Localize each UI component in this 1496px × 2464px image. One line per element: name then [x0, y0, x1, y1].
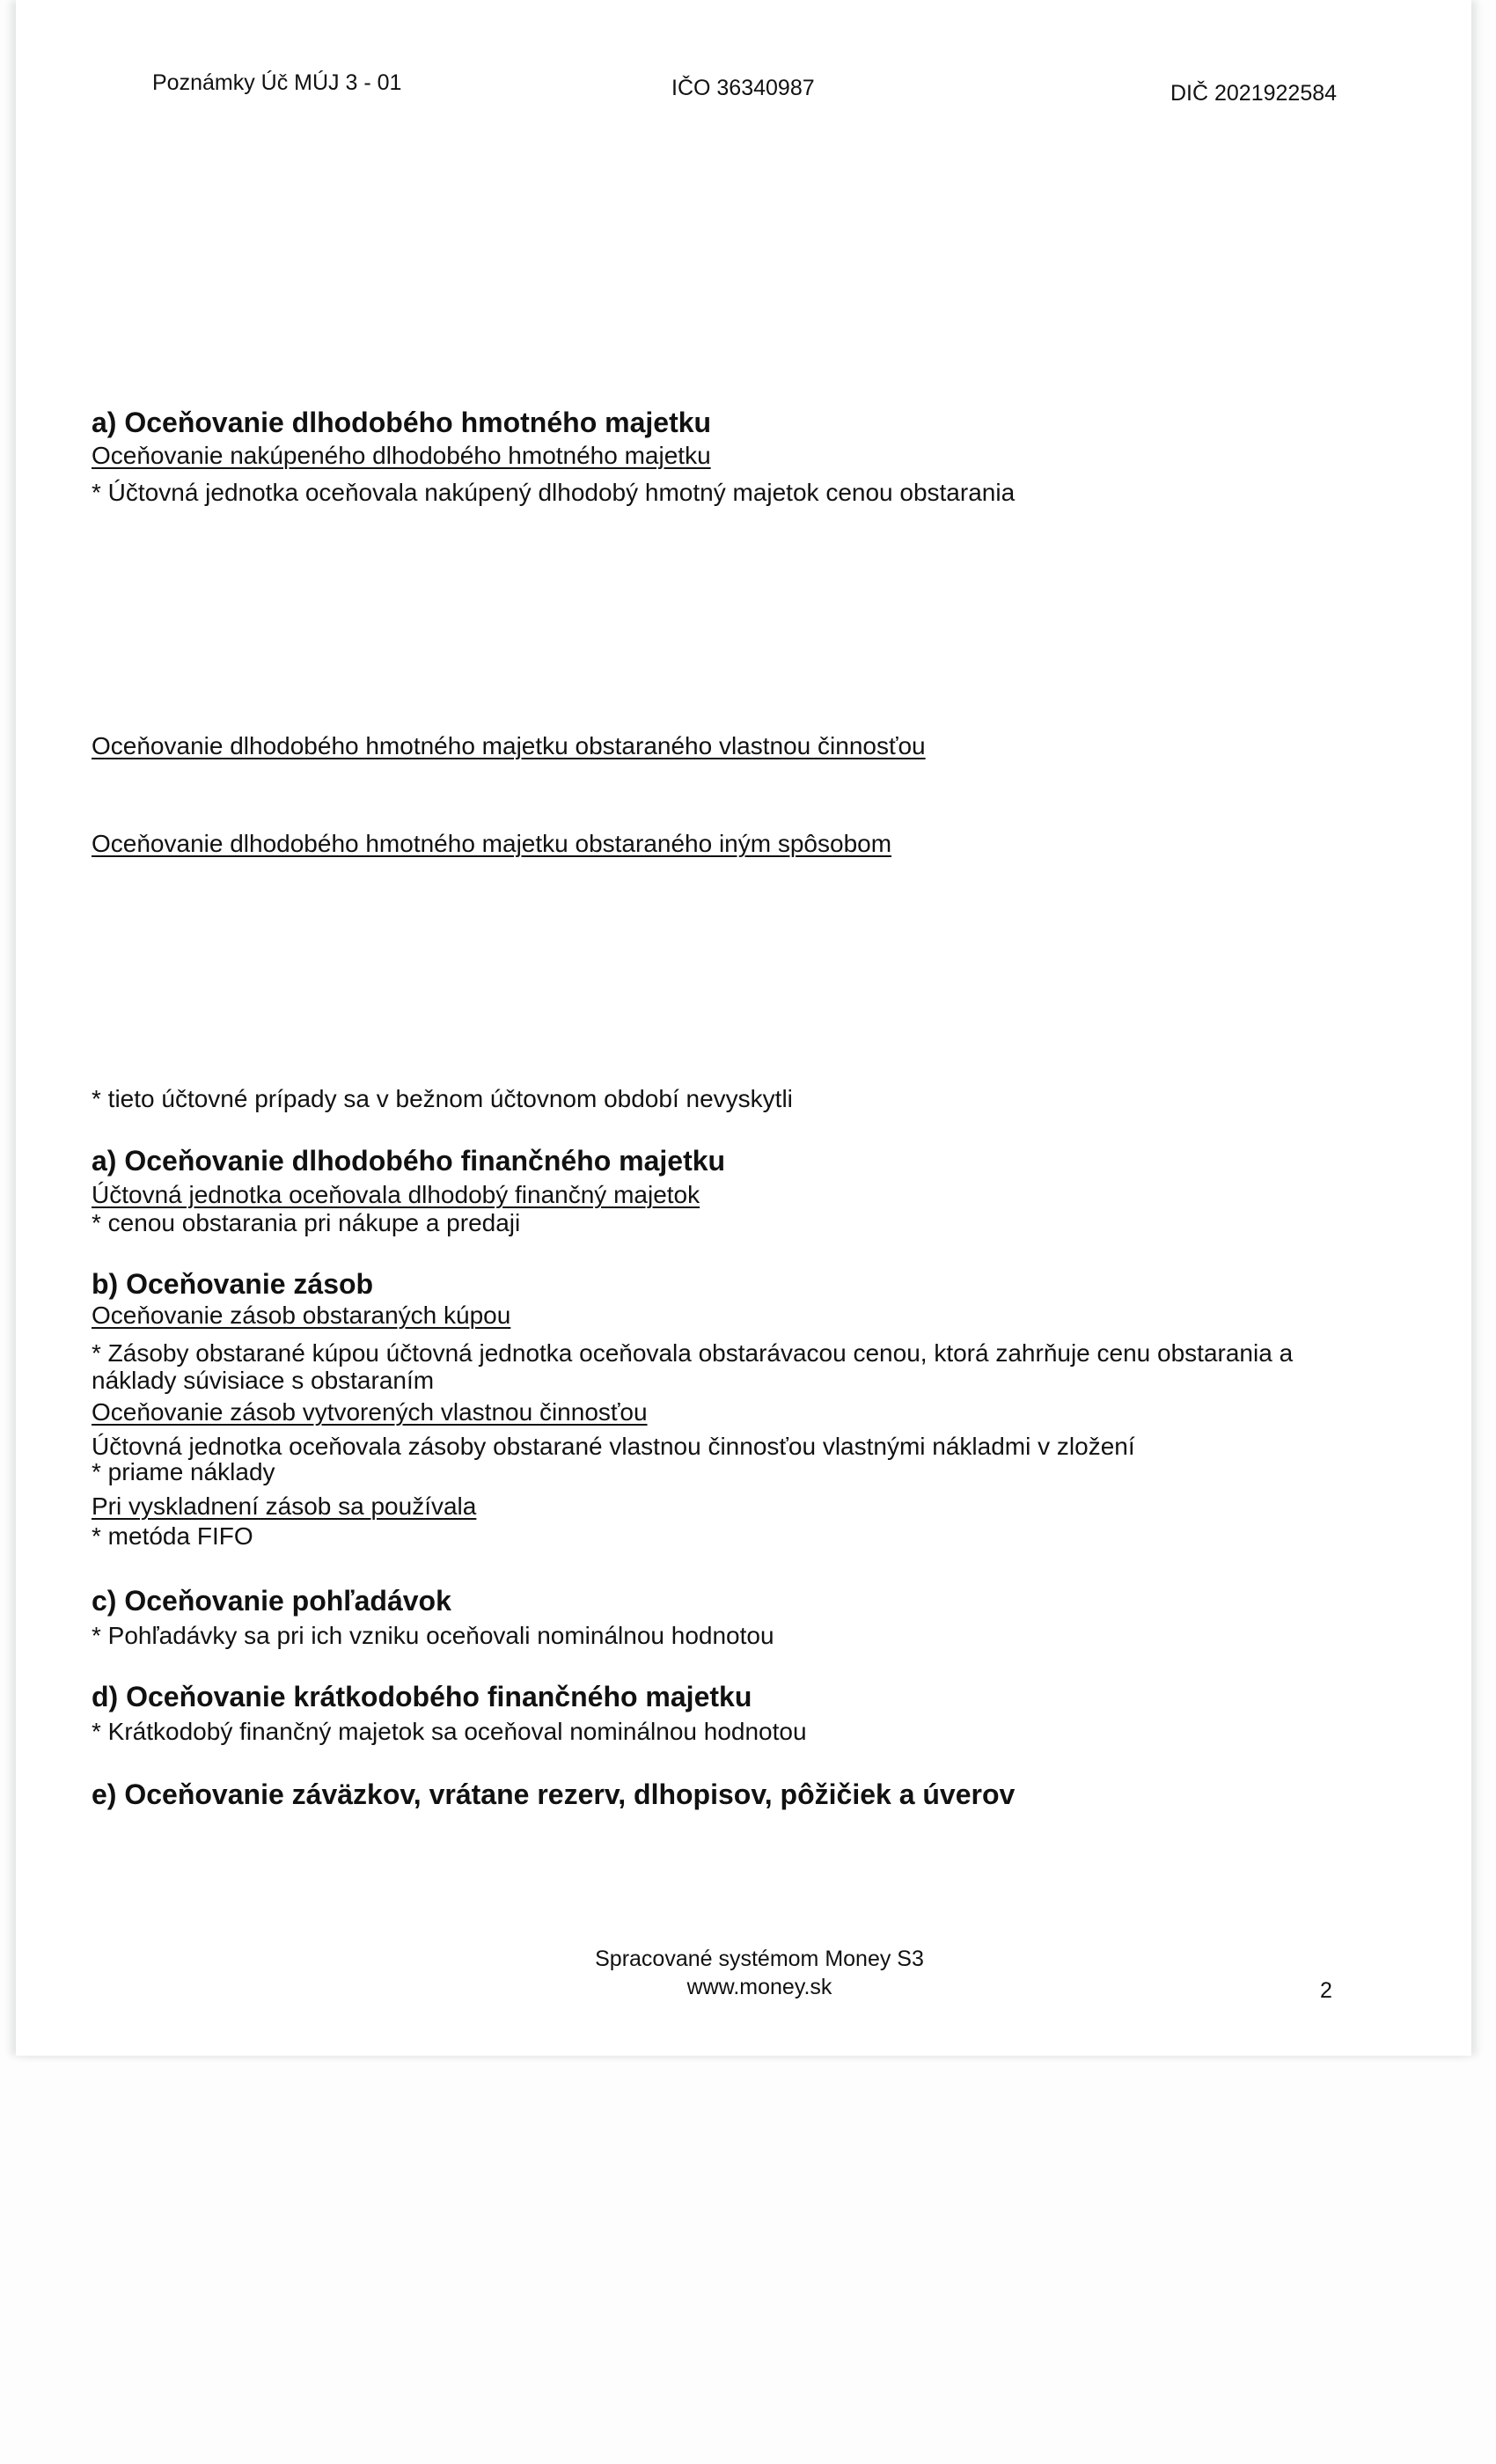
body-text: Účtovná jednotka oceňovala zásoby obstarané vlastnou činnosťou vlastnými nákladmi v zložení: [92, 1433, 1135, 1460]
subheading: Oceňovanie zásob obstaraných kúpou: [92, 1302, 511, 1329]
footer-website: www.money.sk: [686, 1975, 832, 1999]
section-heading: a) Oceňovanie dlhodobého hmotného majetku: [92, 407, 712, 438]
body-text: * cenou obstarania pri nákupe a predaji: [92, 1209, 521, 1236]
body-text: * Pohľadávky sa pri ich vzniku oceňovali nominálnou hodnotou: [92, 1622, 774, 1649]
subheading: Oceňovanie zásob vytvorených vlastnou činnosťou: [92, 1398, 648, 1426]
section-heading: e) Oceňovanie záväzkov, vrátane rezerv, dlhopisov, pôžičiek a úverov: [92, 1778, 1016, 1810]
page-number: 2: [1320, 1978, 1332, 2003]
section-heading: a) Oceňovanie dlhodobého finančného majetku: [92, 1145, 726, 1177]
header-dic: DIČ 2021922584: [1170, 81, 1338, 106]
section-heading: c) Oceňovanie pohľadávok: [92, 1585, 451, 1617]
section-heading: d) Oceňovanie krátkodobého finančného majetku: [92, 1681, 752, 1712]
body-text: * Zásoby obstarané kúpou účtovná jednotka oceňovala obstarávacou cenou, ktorá zahrňuje cenu obstarania a: [92, 1339, 1294, 1367]
document-page: [16, 0, 1471, 2056]
body-text: * metóda FIFO: [92, 1522, 253, 1550]
subheading: Oceňovanie nakúpeného dlhodobého hmotného majetku: [92, 442, 711, 469]
subheading: Oceňovanie dlhodobého hmotného majetku obstaraného vlastnou činnosťou: [92, 732, 926, 759]
header-ico: IČO 36340987: [671, 76, 815, 100]
header-document-title: Poznámky Úč MÚJ 3 - 01: [152, 70, 402, 95]
body-text: * Účtovná jednotka oceňovala nakúpený dlhodobý hmotný majetok cenou obstarania: [92, 479, 1016, 506]
body-text: * tieto účtovné prípady sa v bežnom účtovnom období nevyskytli: [92, 1085, 793, 1112]
subheading: Pri vyskladnení zásob sa používala: [92, 1492, 477, 1520]
section-heading: b) Oceňovanie zásob: [92, 1268, 374, 1300]
subheading: Oceňovanie dlhodobého hmotného majetku obstaraného iným spôsobom: [92, 830, 892, 857]
footer-software: Spracované systémom Money S3: [595, 1947, 924, 1971]
body-text: * priame náklady: [92, 1458, 275, 1485]
subheading: Účtovná jednotka oceňovala dlhodobý finančný majetok: [92, 1181, 700, 1208]
body-text: náklady súvisiace s obstaraním: [92, 1367, 435, 1394]
body-text: * Krátkodobý finančný majetok sa oceňoval nominálnou hodnotou: [92, 1718, 807, 1745]
